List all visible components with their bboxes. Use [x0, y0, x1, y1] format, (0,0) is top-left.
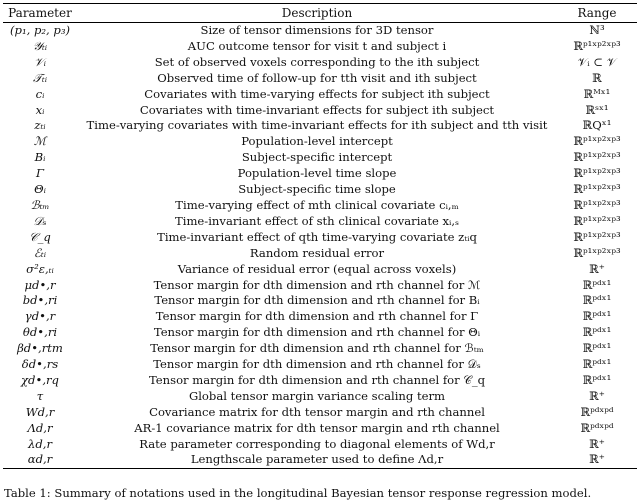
parameter-cell: Γ	[35, 166, 45, 181]
description-cell: Tensor margin for dth dimension and rth channel for ℬₜₘ	[150, 341, 484, 356]
description-cell: Rate parameter corresponding to diagonal elements of Wd,r	[139, 436, 495, 451]
table-row	[3, 278, 637, 294]
range-cell: 𝒱ᵢ ⊂ 𝒱	[577, 54, 617, 69]
table-row	[3, 55, 637, 71]
range-cell: ℝᵖ¹ˣᵖ²ˣᵖ³	[573, 182, 621, 197]
description-cell: Random residual error	[249, 245, 385, 260]
range-cell: ℝᵖ¹ˣᵖ²ˣᵖ³	[573, 245, 621, 260]
table-row	[3, 39, 637, 55]
notation-table	[3, 3, 637, 469]
table-row	[3, 325, 637, 341]
table-row	[3, 87, 637, 103]
description-cell: Covariates with time-invariant effects for subject ith subject	[139, 102, 495, 117]
parameter-cell: 𝒯ₜᵢ	[32, 70, 48, 85]
parameter-cell: λd,r	[28, 436, 52, 451]
range-cell: ℝᵖ¹ˣᵖ²ˣᵖ³	[573, 166, 621, 181]
table-row	[3, 71, 637, 87]
description-cell: Tensor margin for dth dimension and rth channel for Bᵢ	[154, 293, 480, 308]
description-cell: Time-varying effect of mth clinical covariate cᵢ,ₘ	[175, 197, 459, 212]
table-row	[3, 389, 637, 405]
range-cell: ℝ⁺	[557, 452, 637, 468]
parameter-cell: θd•,ri	[22, 325, 58, 340]
parameter-cell: μd•,r	[24, 277, 56, 292]
table-row	[3, 293, 637, 309]
parameter-cell: zₜᵢ	[34, 118, 46, 133]
description-cell: Lengthscale parameter used to define Λd,r	[77, 452, 557, 468]
range-cell: ℝᵖᵈˣᵖᵈ	[580, 420, 614, 435]
parameter-cell: 𝒱ᵢ	[34, 54, 46, 69]
parameter-cell: αd,r	[3, 452, 77, 468]
range-cell: ℝ	[592, 70, 602, 85]
description-cell: Subject-specific time slope	[238, 182, 396, 197]
table-row	[3, 373, 637, 389]
table-row	[3, 103, 637, 119]
range-cell: ℝᵖ¹ˣᵖ²ˣᵖ³	[573, 150, 621, 165]
parameter-cell: χd•,rq	[21, 372, 59, 387]
parameter-cell: xᵢ	[35, 102, 45, 117]
table-row	[3, 421, 637, 437]
description-cell: Population-level intercept	[241, 134, 393, 149]
table-row	[3, 357, 637, 373]
range-cell: ℝᵖᵈˣ¹	[582, 325, 612, 340]
table-row	[3, 134, 637, 150]
table-row	[3, 198, 637, 214]
range-cell: ℝᵖᵈˣᵖᵈ	[580, 404, 614, 419]
range-cell: ℝᵖᵈˣ¹	[582, 341, 612, 356]
description-cell: Subject-specific intercept	[241, 150, 393, 165]
parameter-cell: Wd,r	[25, 404, 55, 419]
header-parameter: Parameter	[3, 4, 77, 23]
table-row	[3, 214, 637, 230]
range-cell: ℝᵖ¹ˣᵖ²ˣᵖ³	[573, 134, 621, 149]
parameter-cell: ℳ	[33, 134, 47, 149]
table-row	[3, 309, 637, 325]
range-cell: ℝᴹˣ¹	[583, 86, 611, 101]
table-row	[3, 452, 637, 468]
parameter-cell: 𝒞_q	[29, 229, 51, 244]
header-row	[3, 4, 637, 23]
table-row	[3, 230, 637, 246]
description-cell: Global tensor margin variance scaling term	[188, 388, 446, 403]
parameter-cell: σ²ε,ₜᵢ	[26, 261, 54, 276]
parameter-cell: βd•,rtm	[17, 341, 63, 356]
range-cell: ℝ⁺	[589, 388, 605, 403]
header-range: Range	[557, 4, 637, 23]
table-header	[3, 4, 637, 23]
table-row	[3, 166, 637, 182]
table-row	[3, 150, 637, 166]
description-cell: Covariance matrix for dth tensor margin and rth channel	[149, 404, 485, 419]
description-cell: Observed time of follow-up for tth visit and ith subject	[157, 70, 477, 85]
range-cell: ℝ⁺	[589, 436, 605, 451]
range-cell: ℝ⁺	[589, 261, 605, 276]
range-cell: ℝˢˣ¹	[585, 102, 609, 117]
description-cell: AR-1 covariance matrix for dth tensor margin and rth channel	[134, 420, 500, 435]
table-row	[3, 341, 637, 357]
range-cell: ℝᵖ¹ˣᵖ²ˣᵖ³	[573, 229, 621, 244]
table-row	[3, 262, 637, 278]
table-row	[3, 23, 637, 39]
table-row	[3, 437, 637, 453]
parameter-cell: Θᵢ	[34, 182, 46, 197]
parameter-cell: ℬₜₘ	[30, 197, 50, 212]
description-cell: Tensor margin for dth dimension and rth channel for Γ	[155, 309, 479, 324]
table-body	[3, 23, 637, 469]
range-cell: ℝᵖ¹ˣᵖ²ˣᵖ³	[573, 38, 621, 53]
description-cell: Tensor margin for dth dimension and rth channel for 𝒞_q	[148, 372, 486, 387]
range-cell: ℝᵖᵈˣ¹	[582, 372, 612, 387]
table-row	[3, 182, 637, 198]
table-row	[3, 246, 637, 262]
description-cell: Tensor margin for dth dimension and rth channel for ℳ	[153, 277, 481, 292]
description-cell: Size of tensor dimensions for 3D tensor	[200, 23, 434, 37]
parameter-cell: 𝒴ₜᵢ	[32, 38, 48, 53]
range-cell: ℝᵖᵈˣ¹	[582, 277, 612, 292]
description-cell: Set of observed voxels corresponding to the ith subject	[154, 54, 480, 69]
range-cell: ℝᵖᵈˣ¹	[582, 309, 612, 324]
description-cell: Covariates with time-varying effects for subject ith subject	[144, 86, 490, 101]
parameter-cell: 𝒟ₛ	[33, 213, 47, 228]
parameter-cell: Bᵢ	[34, 150, 46, 165]
table-caption: Table 1: Summary of notations used in the longitudinal Bayesian tensor response regression model.	[4, 486, 592, 500]
description-cell: AUC outcome tensor for visit t and subject i	[187, 38, 447, 53]
description-cell: Tensor margin for dth dimension and rth channel for 𝒟ₛ	[153, 357, 481, 372]
range-cell: ℝᵖ¹ˣᵖ²ˣᵖ³	[573, 197, 621, 212]
description-cell: Time-invariant effect of sth clinical covariate xᵢ,ₛ	[175, 213, 459, 228]
parameter-cell: (p₁, p₂, p₃)	[10, 23, 70, 37]
table-row	[3, 118, 637, 134]
description-cell: Time-invariant effect of qth time-varying covariate zₜᵢq	[157, 229, 477, 244]
description-cell: Variance of residual error (equal across voxels)	[177, 261, 457, 276]
parameter-cell: γd•,r	[24, 309, 56, 324]
table-row	[3, 405, 637, 421]
range-cell: ℕ³	[589, 23, 605, 37]
parameter-cell: Λd,r	[27, 420, 53, 435]
parameter-cell: cᵢ	[35, 86, 45, 101]
parameter-cell: δd•,rs	[21, 357, 59, 372]
range-cell: ℝQˣ¹	[582, 118, 612, 133]
parameter-cell: τ	[36, 388, 44, 403]
parameter-cell: bd•,ri	[22, 293, 58, 308]
description-cell: Population-level time slope	[237, 166, 397, 181]
description-cell: Tensor margin for dth dimension and rth channel for Θᵢ	[153, 325, 481, 340]
range-cell: ℝᵖᵈˣ¹	[582, 293, 612, 308]
header-description: Description	[77, 4, 557, 23]
description-cell: Time-varying covariates with time-invariant effects for ith subject and tth visit	[86, 118, 548, 133]
range-cell: ℝᵖ¹ˣᵖ²ˣᵖ³	[573, 213, 621, 228]
range-cell: ℝᵖᵈˣ¹	[582, 357, 612, 372]
parameter-cell: ℰₜᵢ	[33, 245, 47, 260]
